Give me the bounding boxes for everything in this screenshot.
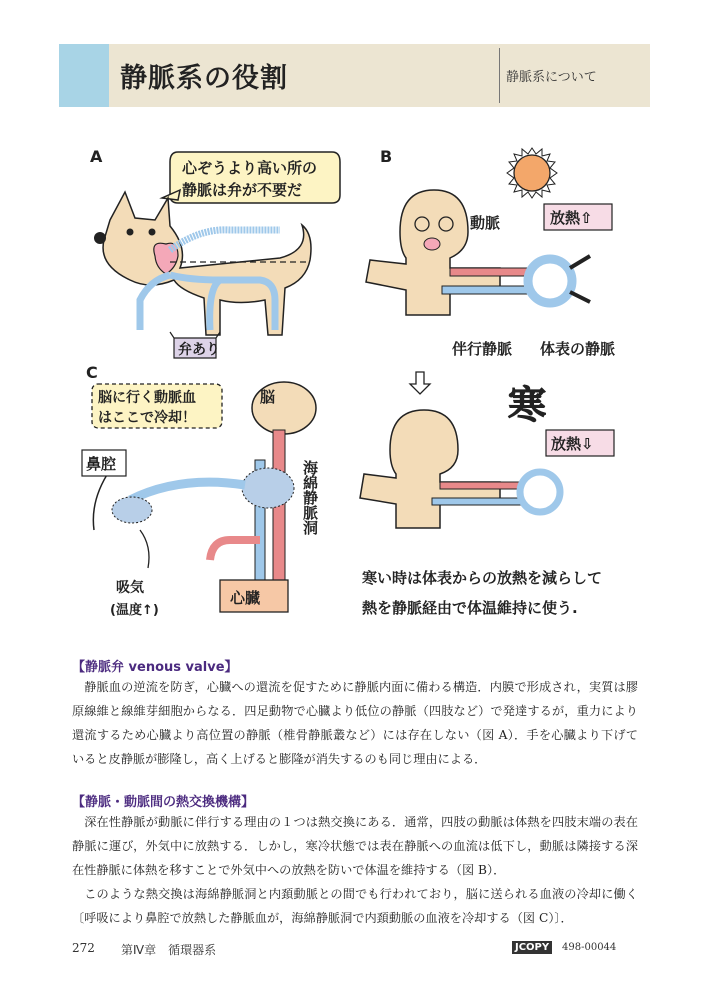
panel-b-caption-line2: 熱を静脈経由で体温維持に使う. xyxy=(362,599,578,617)
panel-c-nasal-label: 鼻腔 xyxy=(86,455,117,473)
panel-a-letter: A xyxy=(90,147,103,166)
header-tab xyxy=(59,44,109,107)
panel-b-artery-label: 動脈 xyxy=(470,214,501,232)
surface-vein-warm xyxy=(528,259,572,303)
header-subtitle: 静脈系について xyxy=(506,70,597,85)
artery-cold xyxy=(440,482,520,489)
down-arrow-icon xyxy=(410,372,430,394)
panel-b-letter: B xyxy=(380,147,393,166)
section-heading-heat-exchange: 【静脈・動脈間の熱交換機構】 xyxy=(72,795,255,810)
cavernous-sinus xyxy=(242,468,294,508)
panel-c-bubble-line2: はここで冷却！ xyxy=(98,410,196,426)
panel-c-bubble-line1: 脳に行く動脈血 xyxy=(98,390,196,406)
panel-a-valve-label: 弁あり xyxy=(178,342,220,358)
paragraph: 深在性静脈が動脈に伴行する理由の１つは熱交換にある．通常，四肢の動脈は体熱を四肢末端の表在静脈に運び，外気中に放熱する．しかし，寒冷状態では表在静脈への血流は低下し，動脈は隣接する深在性静脈に体熱を移すことで外気中への放熱を防いで体温を維持する（図 B）． xyxy=(72,815,638,877)
section-heading-valve: 【静脈弁 venous valve】 xyxy=(72,660,238,675)
panel-a-bubble-line1: 心ぞうより高い所の xyxy=(182,159,318,177)
panel-b xyxy=(360,147,615,617)
paragraph: このような熱交換は海綿静脈洞と内頚動脈との間でも行われており，脳に送られる血液の冷却に働く〔呼吸により鼻腔で放熱した静脈血が，海綿静脈洞で内頚動脈の血液を冷却する（図 C）〕． xyxy=(72,887,638,925)
panel-b-vein-label: 伴行静脈 xyxy=(452,340,513,358)
panel-c-brain-label: 脳 xyxy=(260,388,276,406)
artery-warm xyxy=(450,268,530,276)
section-body-valve xyxy=(72,675,638,771)
header-divider xyxy=(499,48,500,103)
section-body-heat-exchange xyxy=(72,810,638,930)
vein-cold xyxy=(432,498,522,505)
publication-code: 498-00044 xyxy=(562,942,617,953)
panel-c-letter: C xyxy=(86,363,98,382)
vein-warm xyxy=(442,286,530,294)
panel-c-inhale-line2: (温度↑) xyxy=(110,603,159,618)
person-cold xyxy=(360,410,500,528)
panel-b-cold: 寒 xyxy=(508,383,547,427)
panel-c xyxy=(82,363,319,618)
panel-c-heart-label: 心臓 xyxy=(230,589,261,607)
page-number: 272 xyxy=(72,941,95,955)
panel-b-heat-down: 放熱⇩ xyxy=(551,435,594,453)
person-warm xyxy=(366,190,500,315)
chapter-title: 第Ⅳ章 循環器系 xyxy=(121,943,217,957)
panel-a-bubble-line2: 静脈は弁が不要だ xyxy=(182,181,303,199)
panel-c-cavernous-label: 海綿静脈洞 xyxy=(301,460,319,535)
panel-a xyxy=(90,147,340,358)
sun-icon xyxy=(514,155,550,191)
panel-c-inhale-line1: 吸気 xyxy=(116,580,144,596)
dog-nose xyxy=(94,232,106,244)
page-title: 静脈系の役割 xyxy=(120,63,288,94)
panel-b-heat-up: 放熱⇧ xyxy=(550,209,593,227)
panel-b-caption-line1: 寒い時は体表からの放熱を減らして xyxy=(362,569,603,587)
figure-illustration xyxy=(70,140,650,640)
jcopy-logo: JCOPY xyxy=(512,941,552,954)
paragraph: 静脈血の逆流を防ぎ，心臓への還流を促すために静脈内面に備わる構造．内膜で形成され，実質は膠原線維と線維芽細胞からなる．四足動物で心臓より低位の静脈（四肢など）で発達するが，重力により還流するため心臓より高位置の静脈（椎骨静脈叢など）には存在しない（図 A）．手を心臓より下げていると皮静脈が膨隆し，高く上げると膨隆が消失するのも同じ理由による． xyxy=(72,680,638,766)
panel-b-surface-vein-label: 体表の静脈 xyxy=(540,340,616,358)
internal-carotid xyxy=(273,430,285,600)
